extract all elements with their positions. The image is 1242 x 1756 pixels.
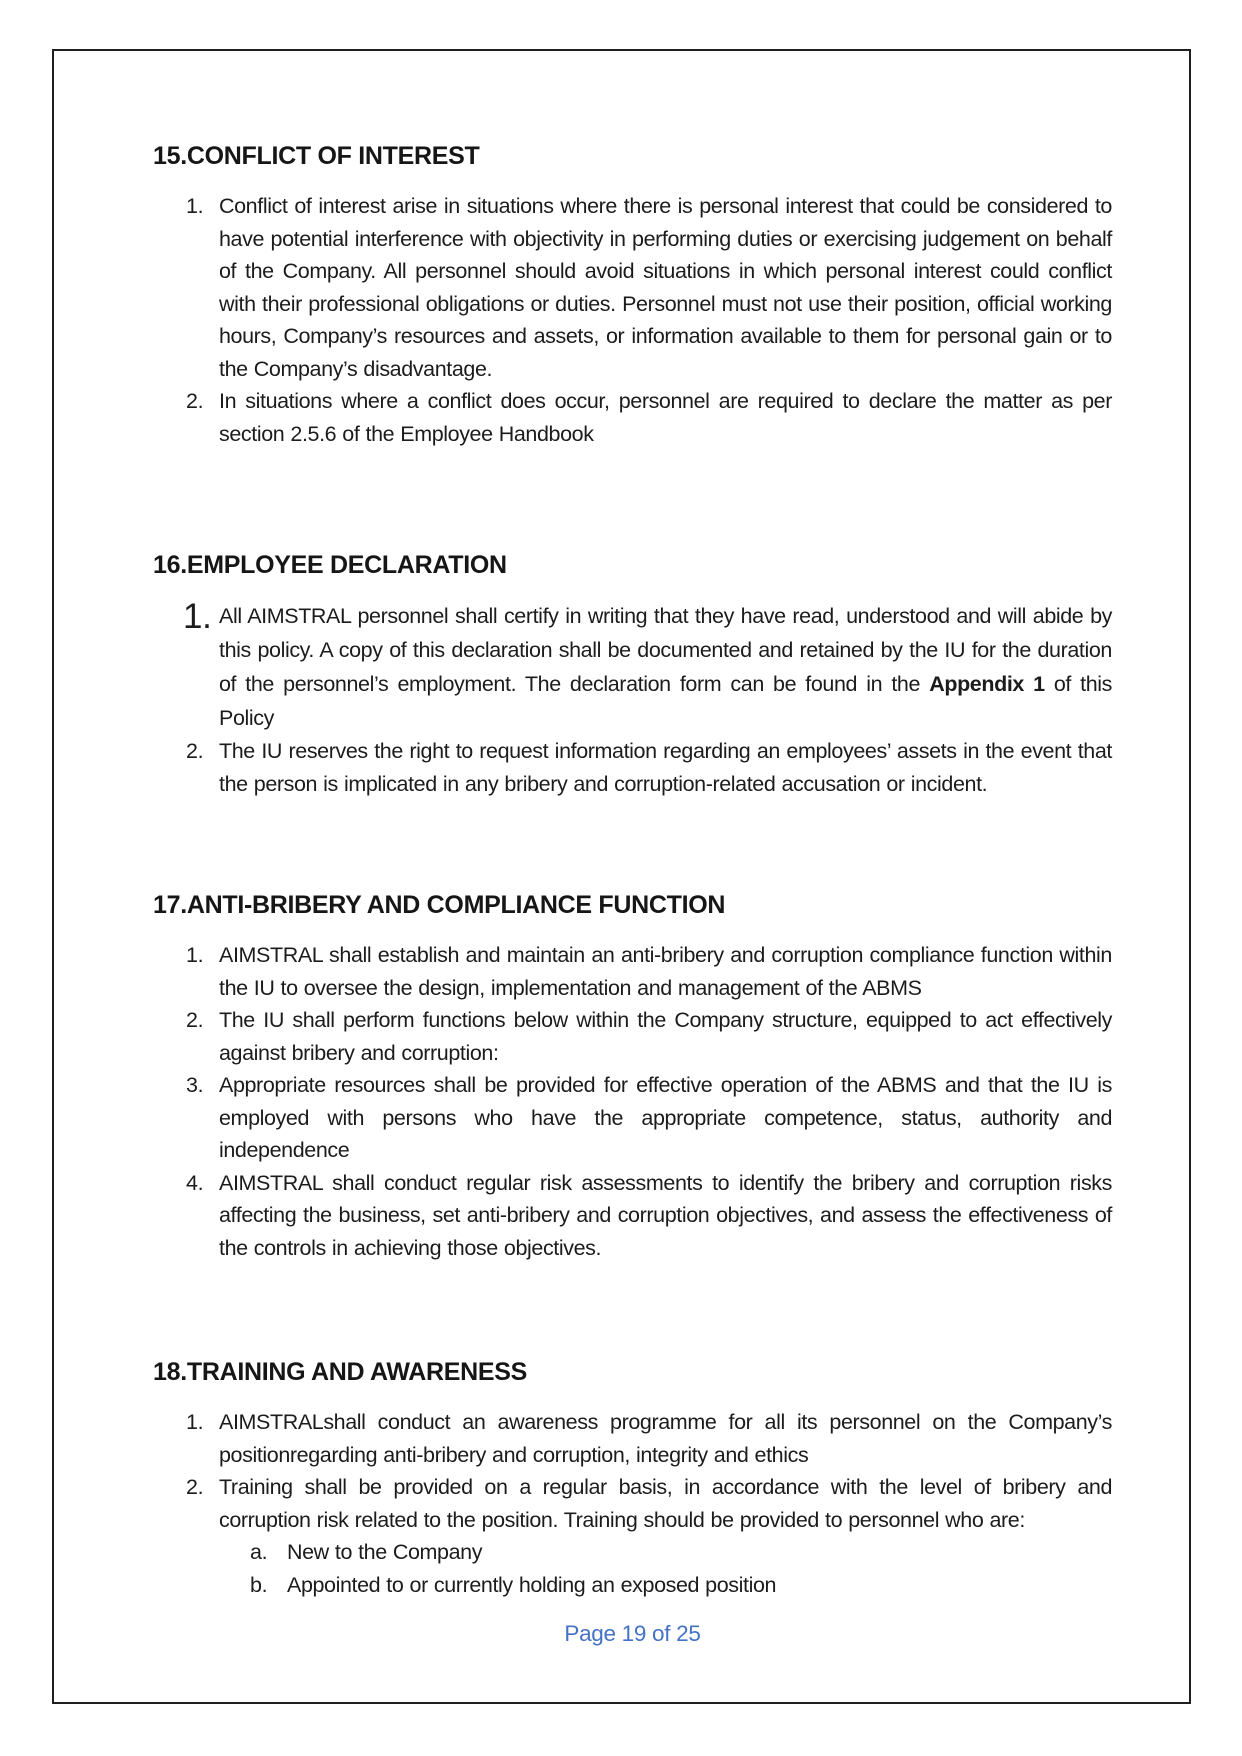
- section-18-heading: [153, 1356, 1112, 1388]
- list-item: [153, 385, 1112, 450]
- appendix-reference: Appendix 1: [929, 672, 1045, 696]
- sub-list-item: [250, 1569, 1112, 1602]
- item-number: 2.: [186, 739, 204, 763]
- item-number: 2.: [186, 389, 204, 413]
- item-text: The IU reserves the right to request information regarding an employees’ assets in the event that the person is implicated in any bribery and corruption-related accusation or incident.: [219, 739, 1112, 796]
- section-number: 16.: [153, 551, 187, 579]
- section-title: EMPLOYEE DECLARATION: [186, 551, 507, 579]
- section-15-heading: [153, 140, 1112, 172]
- item-number-large: 1.: [183, 597, 212, 636]
- sub-item-letter: a.: [250, 1540, 268, 1564]
- section-17: [153, 889, 1112, 1264]
- section-number: 18.: [153, 1358, 187, 1386]
- sub-item-text: New to the Company: [287, 1540, 483, 1564]
- section-title: CONFLICT OF INTEREST: [186, 142, 480, 170]
- item-text: [219, 599, 1112, 735]
- sub-list-item: [250, 1536, 1112, 1569]
- item-text: Training shall be provided on a regular basis, in accordance with the level of bribery and corruption risk related to the position. Training should be provided to personnel who are:: [219, 1475, 1112, 1532]
- list-item: [153, 939, 1112, 1004]
- list-item: [153, 1069, 1112, 1167]
- item-number: 4.: [186, 1170, 204, 1195]
- item-text-segment: of this Policy: [219, 672, 1112, 730]
- sub-item-text: Appointed to or currently holding an exposed position: [287, 1572, 777, 1597]
- section-17-heading: [153, 889, 1112, 921]
- item-text: AIMSTRAL shall conduct regular risk assessments to identify the bribery and corruption risks affecting the business, set anti-bribery and corruption objectives, and assess the effectiveness of the controls in achieving those objectives.: [219, 1170, 1112, 1260]
- section-title: ANTI-BRIBERY AND COMPLIANCE FUNCTION: [186, 891, 726, 919]
- page-number-footer: Page 19 of 25: [564, 1621, 701, 1646]
- item-number: 1.: [186, 1410, 204, 1434]
- section-16-heading: [153, 549, 1112, 581]
- list-item: [153, 1004, 1112, 1069]
- item-number: 1.: [186, 194, 204, 218]
- list-item: [153, 599, 1112, 735]
- item-number: 3.: [186, 1073, 204, 1097]
- section-title: TRAINING AND AWARENESS: [186, 1358, 528, 1386]
- section-18: [153, 1356, 1112, 1601]
- list-item: [153, 1471, 1112, 1536]
- item-number: 1.: [186, 943, 204, 967]
- item-text: AIMSTRALshall conduct an awareness programme for all its personnel on the Company’s positionregarding anti-bribery and corruption, integrity and ethics: [219, 1410, 1112, 1467]
- section-15: [153, 140, 1112, 450]
- item-text: Appropriate resources shall be provided for effective operation of the ABMS and that the IU is employed with persons who have the appropriate competence, status, authority and independence: [219, 1073, 1112, 1162]
- item-number: 2.: [186, 1475, 204, 1499]
- item-text: In situations where a conflict does occur, personnel are required to declare the matter as per section 2.5.6 of the Employee Handbook: [219, 389, 1112, 446]
- list-item: [153, 190, 1112, 385]
- sub-item-letter: b.: [250, 1572, 268, 1597]
- section-number: 17.: [153, 891, 187, 919]
- list-item: [153, 1406, 1112, 1471]
- item-text: AIMSTRAL shall establish and maintain an anti-bribery and corruption compliance function within the IU to oversee the design, implementation and management of the ABMS: [219, 943, 1112, 1000]
- list-item: [153, 1167, 1112, 1265]
- section-16: [153, 549, 1112, 800]
- section-number: 15.: [153, 142, 187, 170]
- item-text: The IU shall perform functions below within the Company structure, equipped to act effectively against bribery and corruption:: [219, 1008, 1112, 1065]
- item-text-segment: All AIMSTRAL personnel shall certify in writing that they have read, understood and will abide by this policy. A copy of this declaration shall be documented and retained by the IU for the duration of the personnel’s employment. The declaration form can be found in the: [219, 604, 1112, 696]
- list-item: [153, 735, 1112, 800]
- document-content: [153, 140, 1112, 1649]
- item-number: 2.: [186, 1008, 204, 1032]
- item-text: Conflict of interest arise in situations where there is personal interest that could be considered to have potential interference with objectivity in performing duties or exercising judgement on behalf of the Company. All personnel should avoid situations in which personal interest could conflict with their professional obligations or duties. Personnel must not use their position, official working hours, Company’s resources and assets, or information available to them for personal gain or to the Company’s disadvantage.: [219, 194, 1112, 381]
